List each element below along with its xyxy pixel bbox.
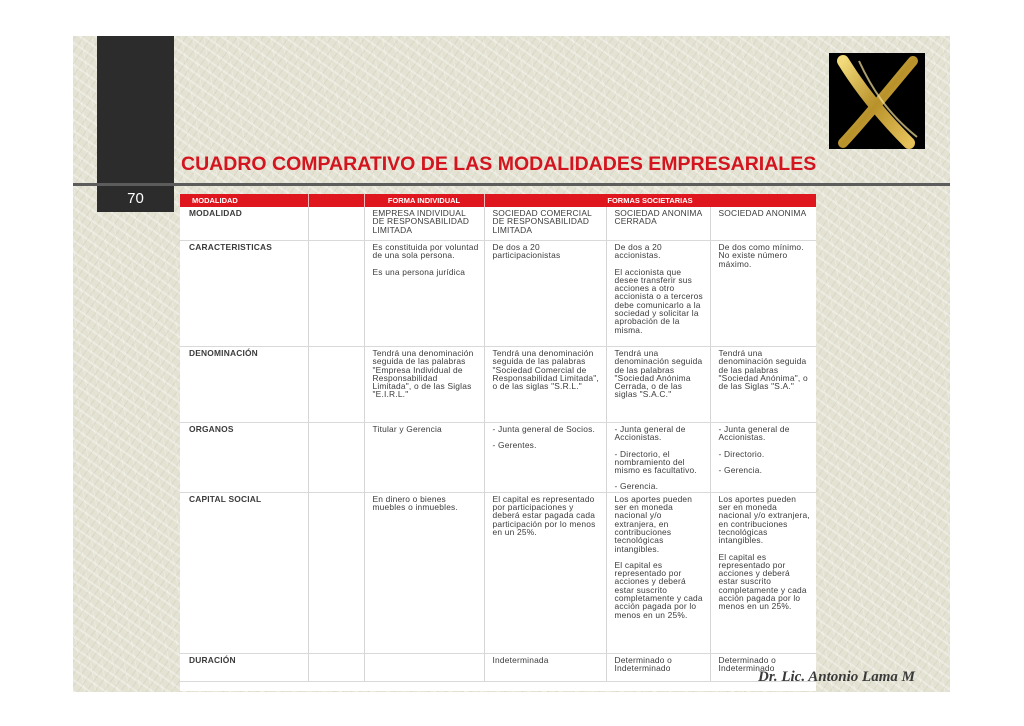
table-cell [364, 207, 484, 241]
table-cell [364, 423, 484, 493]
cell-paragraph: - Junta general de Accionistas. [614, 424, 686, 443]
page-number: 70 [97, 186, 174, 212]
table-cell [484, 653, 606, 681]
row-label: MODALIDAD [180, 207, 308, 241]
cell-paragraph: - Gerencia. [718, 464, 763, 475]
cell-paragraph: Tendrá una denominación seguida de las palabras "Sociedad Anónima Cerrada, o de las siglas "S.A.C." [614, 348, 703, 400]
table-row [180, 347, 816, 423]
table-cell-blank [308, 241, 364, 347]
table-cell [484, 492, 606, 653]
row-label: CAPITAL SOCIAL [180, 492, 308, 653]
table-cell [484, 347, 606, 423]
table-cell-blank [308, 653, 364, 681]
row-label: DURACIÓN [180, 653, 308, 681]
cell-paragraph: Los aportes pueden ser en moneda nacional y/o extranjera, en contribuciones tecnológicas intangibles. [614, 493, 693, 554]
cell-paragraph: Tendrá una denominación seguida de las palabras "Sociedad Comercial de Responsabilidad Limitada", o de las siglas "S.R.L." [492, 348, 599, 392]
cell-paragraph: - Junta general de Accionistas. [718, 424, 790, 443]
cell-paragraph: Los aportes pueden ser en moneda nacional y/o extranjera, en contribuciones tecnológicas intangibles. [718, 493, 810, 546]
header-divider [73, 183, 950, 186]
table-row [180, 423, 816, 493]
cell-paragraph: Es una persona jurídica [372, 266, 466, 277]
table-cell [606, 423, 710, 493]
table-header-row [180, 194, 816, 207]
cell-paragraph: - Directorio, el nombramiento del mismo es facultativo. [614, 448, 697, 476]
table-cell [710, 492, 816, 653]
cell-paragraph: - Gerentes. [492, 440, 537, 451]
table-cell [364, 492, 484, 653]
cell-paragraph: De dos como mínimo. No existe número máximo. [718, 242, 804, 269]
cell-paragraph: - Junta general de Socios. [492, 424, 596, 434]
x-logo-icon [829, 53, 925, 149]
table-cell-blank [308, 423, 364, 493]
header-forma-individual: FORMA INDIVIDUAL [364, 194, 484, 207]
row-label: CARACTERISTICAS [180, 241, 308, 347]
comparison-table [180, 194, 816, 691]
table-cell-blank [308, 347, 364, 423]
cell-paragraph: SOCIEDAD ANONIMA CERRADA [614, 208, 702, 227]
cell-paragraph: El accionista que desee transferir sus acciones a otro accionista o a terceros debe comunicarlo a la sociedad y solicitar la aprobación de la misma. [614, 266, 703, 335]
table-cell [710, 241, 816, 347]
table-cell [606, 241, 710, 347]
row-label: ORGANOS [180, 423, 308, 493]
table-cell [364, 347, 484, 423]
cell-paragraph: Determinado o Indeterminado [614, 654, 673, 674]
header-empty [308, 194, 364, 207]
table-cell [484, 423, 606, 493]
table-cell [364, 653, 484, 681]
table-cell [710, 423, 816, 493]
table-cell-blank [308, 492, 364, 653]
table-cell [364, 241, 484, 347]
header-formas-societarias: FORMAS SOCIETARIAS [484, 194, 816, 207]
cell-paragraph: Es constituida por voluntad de una sola persona. [372, 242, 479, 261]
table-row [180, 653, 816, 681]
cell-paragraph: SOCIEDAD COMERCIAL DE RESPONSABILIDAD LIMITADA [492, 208, 592, 235]
cell-paragraph: EMPRESA INDIVIDUAL DE RESPONSABILIDAD LIMITADA [372, 208, 470, 235]
table-cell-blank [308, 207, 364, 241]
table-cell [484, 207, 606, 241]
table-cell [710, 207, 816, 241]
cell-paragraph: Determinado o Indeterminado [718, 654, 777, 674]
table-cell [606, 492, 710, 653]
cell-paragraph: - Directorio. [718, 448, 765, 459]
header-modalidad: MODALIDAD [180, 194, 308, 207]
cell-paragraph: De dos a 20 participacionistas [492, 242, 561, 261]
cell-paragraph: Indeterminada [492, 654, 549, 665]
table-row [180, 207, 816, 241]
cell-paragraph: El capital es representado por participaciones y deberá estar pagada cada participación por lo menos en un 25%. [492, 493, 596, 537]
cell-paragraph: Tendrá una denominación seguida de las palabras "Empresa Individual de Responsabilidad Limitada", o de las Siglas "E.I.R.L." [372, 348, 474, 400]
cell-paragraph: SOCIEDAD ANONIMA [718, 208, 807, 218]
row-label: DENOMINACIÓN [180, 347, 308, 423]
cell-paragraph: Tendrá una denominación seguida de las palabras "Sociedad Anónima", o de las Siglas "S.A." [718, 348, 808, 392]
cell-paragraph: El capital es representado por acciones y deberá estar suscrito completamente y cada acción pagada por lo menos en un 25%. [718, 551, 807, 612]
cell-paragraph: Titular y Gerencia [372, 424, 442, 434]
slide-background [73, 36, 950, 692]
slide-title: CUADRO COMPARATIVO DE LAS MODALIDADES EMPRESARIALES [181, 153, 817, 175]
footer-author: Dr. Lic. Antonio Lama M [758, 669, 915, 685]
cell-paragraph: - Gerencia. [614, 481, 659, 492]
cell-paragraph: El capital es representado por acciones y deberá estar suscrito completamente y cada acción pagada por lo menos en un 25%. [614, 559, 703, 620]
cell-paragraph: De dos a 20 accionistas. [614, 242, 662, 261]
table-row [180, 241, 816, 347]
cell-paragraph: En dinero o bienes muebles o inmuebles. [372, 493, 458, 513]
table-cell [606, 347, 710, 423]
table-cell [606, 653, 710, 681]
table-cell [710, 347, 816, 423]
table-cell [606, 207, 710, 241]
table-cell [484, 241, 606, 347]
table-row [180, 492, 816, 653]
